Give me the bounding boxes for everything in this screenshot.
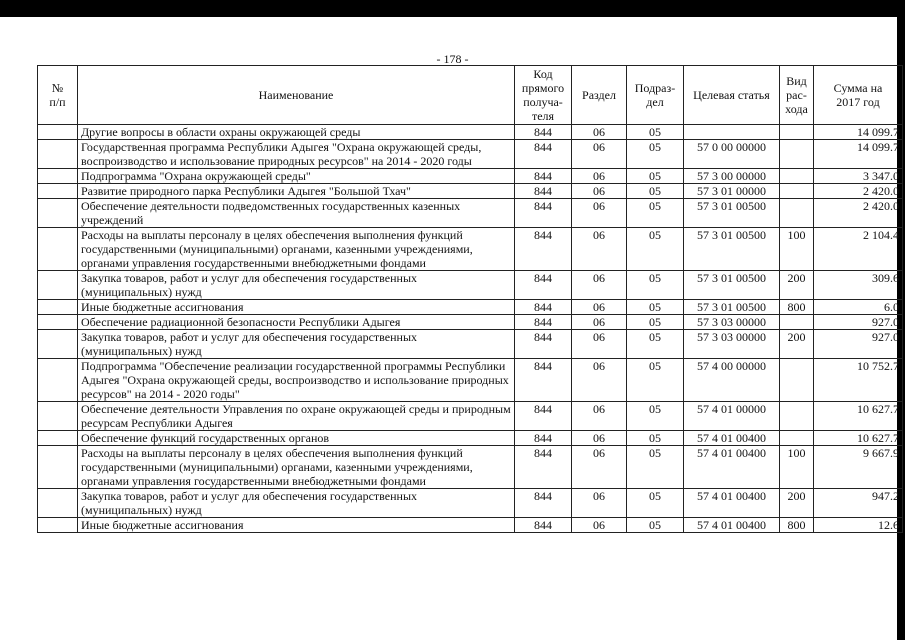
cell-code: 844 [515,431,572,446]
cell-podrazdel: 05 [627,402,684,431]
cell-razdel: 06 [572,402,627,431]
cell-target: 57 4 01 00400 [684,518,780,533]
cell-vid [780,359,814,402]
cell-name: Обеспечение деятельности подведомственных государственных казенных учреждений [78,199,515,228]
table-row [38,140,903,169]
cell-name: Иные бюджетные ассигнования [78,518,515,533]
cell-razdel: 06 [572,315,627,330]
cell-sum: 947.2 [814,489,903,518]
cell-razdel: 06 [572,199,627,228]
cell-sum: 12.6 [814,518,903,533]
cell-num [38,489,78,518]
table-row [38,359,903,402]
cell-code: 844 [515,518,572,533]
cell-podrazdel: 05 [627,169,684,184]
cell-podrazdel: 05 [627,184,684,199]
header-num: № п/п [38,66,78,125]
cell-vid [780,140,814,169]
cell-podrazdel: 05 [627,315,684,330]
cell-target: 57 3 03 00000 [684,330,780,359]
cell-target: 57 0 00 00000 [684,140,780,169]
cell-num [38,446,78,489]
cell-sum: 2 104.4 [814,228,903,271]
cell-target: 57 4 01 00400 [684,446,780,489]
cell-sum: 14 099.7 [814,140,903,169]
cell-podrazdel: 05 [627,330,684,359]
budget-table [37,65,903,533]
cell-podrazdel: 05 [627,518,684,533]
cell-code: 844 [515,359,572,402]
cell-podrazdel: 05 [627,228,684,271]
table-header-row [38,66,903,125]
cell-name: Иные бюджетные ассигнования [78,300,515,315]
cell-code: 844 [515,184,572,199]
cell-razdel: 06 [572,489,627,518]
cell-code: 844 [515,228,572,271]
cell-vid [780,169,814,184]
cell-code: 844 [515,446,572,489]
cell-podrazdel: 05 [627,125,684,140]
cell-vid [780,199,814,228]
cell-code: 844 [515,489,572,518]
cell-target [684,125,780,140]
cell-num [38,431,78,446]
table-body [38,125,903,533]
cell-vid [780,125,814,140]
cell-razdel: 06 [572,330,627,359]
cell-vid: 800 [780,300,814,315]
cell-target: 57 4 01 00400 [684,431,780,446]
cell-podrazdel: 05 [627,300,684,315]
table-row [38,446,903,489]
header-vid: Вид рас- хода [780,66,814,125]
cell-sum: 6.0 [814,300,903,315]
cell-razdel: 06 [572,184,627,199]
cell-target: 57 3 01 00500 [684,228,780,271]
cell-num [38,315,78,330]
cell-name: Подпрограмма "Обеспечение реализации государственной программы Республики Адыгея "Охрана окружающей среды, воспроизводство и использование природных ресурсов" на 2014 - 2020 годы" [78,359,515,402]
cell-razdel: 06 [572,518,627,533]
table-row [38,518,903,533]
cell-vid [780,315,814,330]
cell-sum: 10 627.7 [814,431,903,446]
cell-target: 57 4 00 00000 [684,359,780,402]
table-row [38,489,903,518]
cell-code: 844 [515,125,572,140]
cell-num [38,199,78,228]
cell-vid: 100 [780,446,814,489]
table-row [38,431,903,446]
cell-podrazdel: 05 [627,271,684,300]
cell-razdel: 06 [572,431,627,446]
cell-name: Развитие природного парка Республики Адыгея "Большой Тхач" [78,184,515,199]
cell-code: 844 [515,300,572,315]
cell-num [38,169,78,184]
cell-code: 844 [515,199,572,228]
cell-vid [780,184,814,199]
table-row [38,271,903,300]
cell-num [38,518,78,533]
cell-razdel: 06 [572,271,627,300]
cell-target: 57 3 03 00000 [684,315,780,330]
cell-sum: 9 667.9 [814,446,903,489]
cell-num [38,228,78,271]
cell-name: Государственная программа Республики Адыгея "Охрана окружающей среды, воспроизводство и использование природных ресурсов" на 2014 - 2020 годы [78,140,515,169]
cell-razdel: 06 [572,446,627,489]
cell-target: 57 3 01 00500 [684,271,780,300]
cell-vid: 200 [780,489,814,518]
cell-razdel: 06 [572,300,627,315]
cell-razdel: 06 [572,169,627,184]
cell-podrazdel: 05 [627,431,684,446]
cell-name: Другие вопросы в области охраны окружающей среды [78,125,515,140]
table-row [38,184,903,199]
cell-name: Расходы на выплаты персоналу в целях обеспечения выполнения функций государственными (муниципальными) органами, казенными учреждениями, органами управления государственными внебюджетными фондами [78,228,515,271]
header-podrazdel: Подраз- дел [627,66,684,125]
cell-target: 57 3 01 00500 [684,199,780,228]
cell-podrazdel: 05 [627,199,684,228]
cell-vid: 100 [780,228,814,271]
cell-podrazdel: 05 [627,359,684,402]
cell-name: Обеспечение деятельности Управления по охране окружающей среды и природным ресурсам Республики Адыгея [78,402,515,431]
cell-sum: 2 420.0 [814,199,903,228]
cell-name: Расходы на выплаты персоналу в целях обеспечения выполнения функций государственными (муниципальными) органами, казенными учреждениями, органами управления государственными внебюджетными фондами [78,446,515,489]
cell-name: Подпрограмма "Охрана окружающей среды" [78,169,515,184]
header-razdel: Раздел [572,66,627,125]
cell-razdel: 06 [572,359,627,402]
cell-sum: 14 099.7 [814,125,903,140]
cell-code: 844 [515,271,572,300]
table-row [38,199,903,228]
cell-name: Обеспечение радиационной безопасности Республики Адыгея [78,315,515,330]
cell-num [38,359,78,402]
cell-podrazdel: 05 [627,489,684,518]
cell-sum: 927.0 [814,330,903,359]
cell-code: 844 [515,330,572,359]
cell-num [38,402,78,431]
cell-num [38,330,78,359]
header-name: Наименование [78,66,515,125]
cell-podrazdel: 05 [627,140,684,169]
cell-sum: 10 752.7 [814,359,903,402]
cell-target: 57 3 00 00000 [684,169,780,184]
cell-sum: 309.6 [814,271,903,300]
cell-vid: 800 [780,518,814,533]
table-row [38,169,903,184]
table-row [38,315,903,330]
cell-num [38,300,78,315]
table-row [38,402,903,431]
header-target: Целевая статья [684,66,780,125]
cell-vid: 200 [780,330,814,359]
cell-sum: 3 347.0 [814,169,903,184]
cell-code: 844 [515,315,572,330]
scan-top-border [0,0,905,17]
cell-target: 57 4 01 00400 [684,489,780,518]
header-sum: Сумма на 2017 год [814,66,903,125]
cell-target: 57 3 01 00000 [684,184,780,199]
table-row [38,228,903,271]
cell-name: Закупка товаров, работ и услуг для обеспечения государственных (муниципальных) нужд [78,330,515,359]
cell-sum: 2 420.0 [814,184,903,199]
cell-num [38,271,78,300]
page-number: - 178 - [436,52,469,66]
table-row [38,300,903,315]
cell-razdel: 06 [572,140,627,169]
cell-sum: 927.0 [814,315,903,330]
cell-code: 844 [515,140,572,169]
cell-podrazdel: 05 [627,446,684,489]
cell-razdel: 06 [572,125,627,140]
cell-code: 844 [515,169,572,184]
cell-target: 57 3 01 00500 [684,300,780,315]
header-code: Код прямого получа- теля [515,66,572,125]
cell-vid: 200 [780,271,814,300]
cell-name: Закупка товаров, работ и услуг для обеспечения государственных (муниципальных) нужд [78,271,515,300]
cell-razdel: 06 [572,228,627,271]
cell-name: Обеспечение функций государственных органов [78,431,515,446]
cell-vid [780,431,814,446]
cell-num [38,184,78,199]
table-row [38,330,903,359]
cell-code: 844 [515,402,572,431]
table-row [38,125,903,140]
cell-num [38,140,78,169]
cell-num [38,125,78,140]
cell-name: Закупка товаров, работ и услуг для обеспечения государственных (муниципальных) нужд [78,489,515,518]
cell-target: 57 4 01 00000 [684,402,780,431]
cell-sum: 10 627.7 [814,402,903,431]
cell-vid [780,402,814,431]
